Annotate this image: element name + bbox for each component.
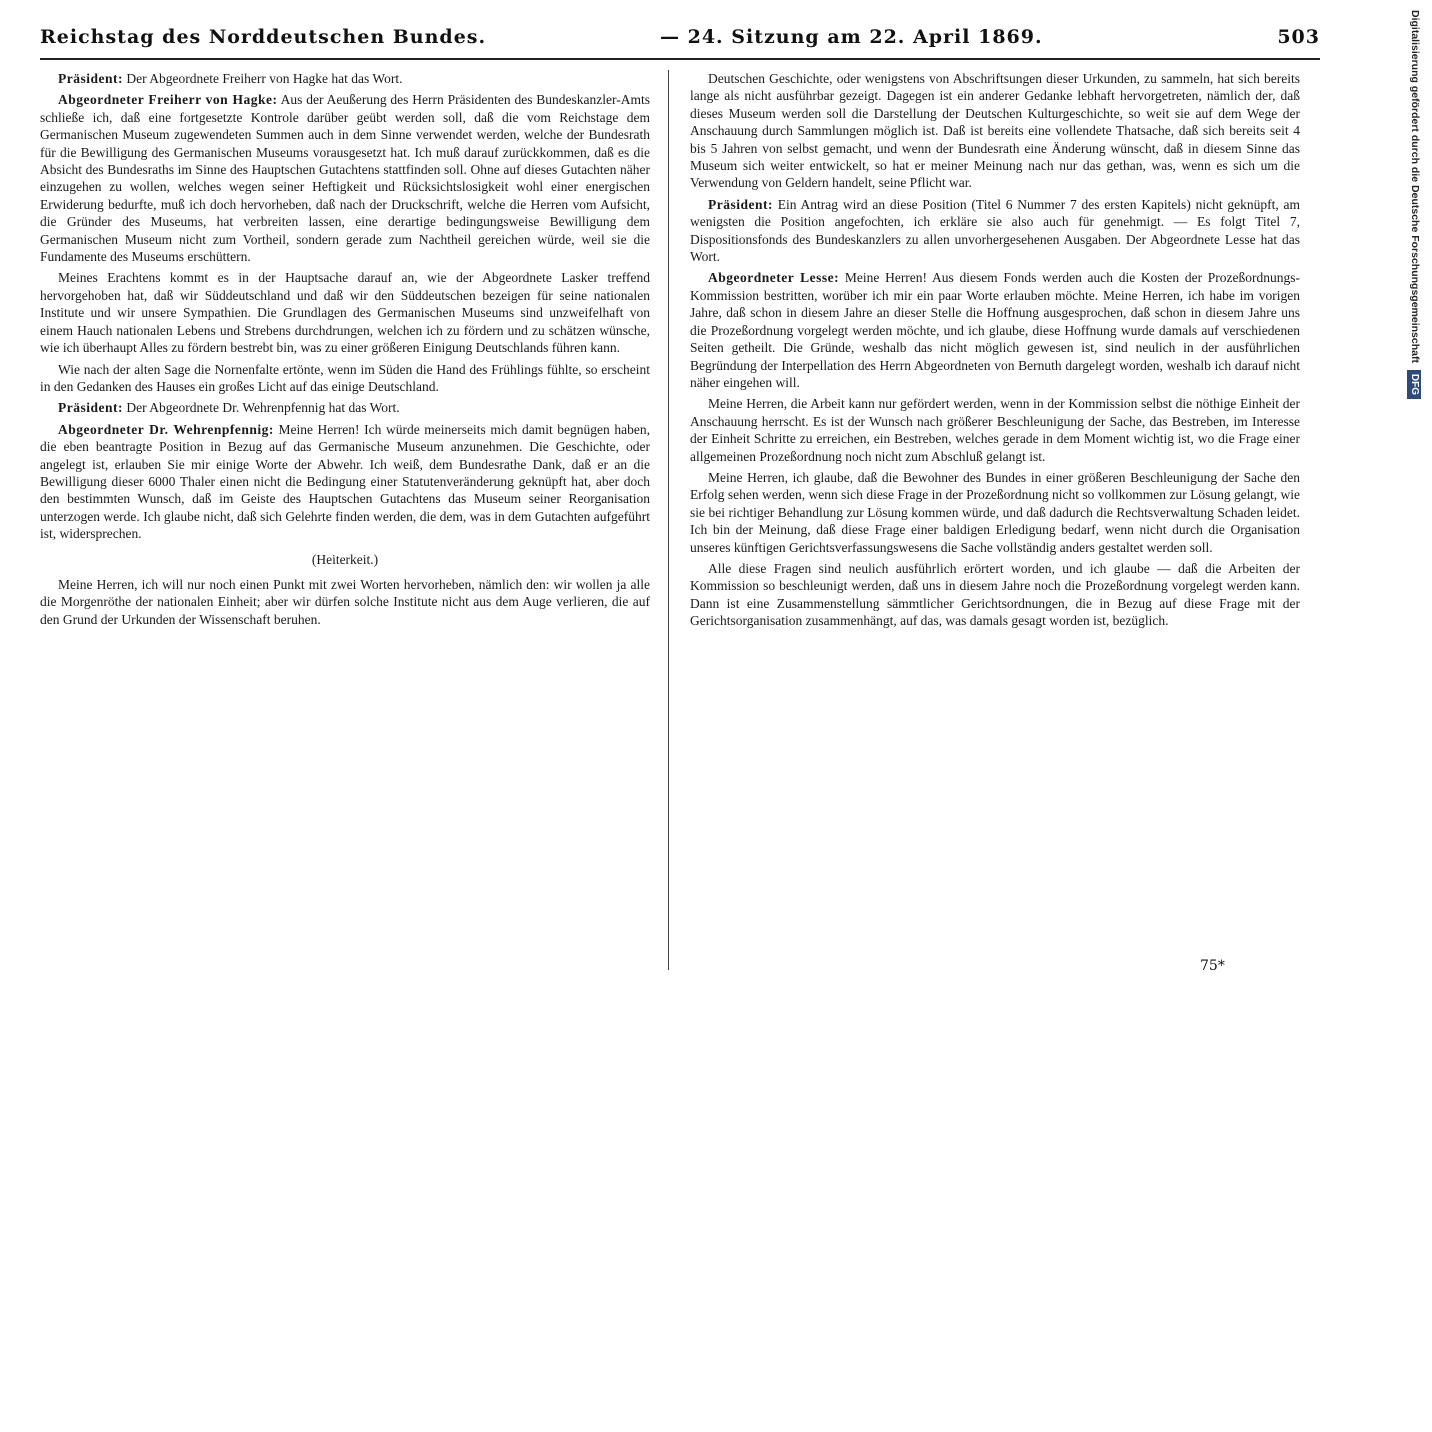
page-number: 503: [1277, 26, 1320, 48]
left-text-column: [40, 70, 650, 970]
dfg-margin-strip: [1404, 10, 1426, 990]
speaker-name: Abgeordneter Dr. Wehrenpfennig:: [58, 421, 274, 437]
dfg-credit: [1404, 10, 1426, 990]
speech-paragraph: [690, 269, 1300, 391]
text-paragraph: Alle diese Fragen sind neulich ausführlich erörtert worden, und ich glaube — daß die Arbeiten der Kommission so beschleunigt werden, daß uns in diesem Jahre noch die Prozeßordnung vorgelegt werden kann. Dann ist eine Zusammenstellung sämmtlicher Gerichtsordnungen, die in Bezug auf diese Frage mit der Gerichtsorganisation zusammenhängt, auf das, was damals gesagt worden ist, bezüglich.: [690, 560, 1300, 629]
speech-paragraph: [690, 196, 1300, 266]
footer-signature-mark: 75*: [1200, 958, 1225, 974]
column-separator: [668, 70, 669, 970]
speaker-name: Präsident:: [58, 400, 123, 416]
speaker-name: Abgeordneter Freiherr von Hagke:: [58, 92, 278, 108]
stage-direction: (Heiterkeit.): [311, 551, 379, 567]
speech-text: Aus der Aeußerung des Herrn Präsidenten des Bundeskanzler-Amts schließe ich, daß eine fortgesetzte Kontrole darüber geübt werden soll, daß die vom Reichstage dem Germanischen Museum zugewendeten Summen auch in dem Sinne verwendet werden, welche der Bundesrath für die Bewilligung des Germanischen Museums vorausgesetzt hat. Ich muß darauf zurückkommen, daß es die Absicht des Bundesraths im Sinne des Hauptschen Gutachtens stattfinden soll. Ohne auf dieses Gutachten näher einzugehen zu wollen, welches wegen seiner Heftigkeit und Rücksichtslosigkeit wohl einer energischen Erwiderung bedurfte, muß ich doch hervorheben, daß nach der Druckschrift, welche die Herren vom Aufsicht, die Gründer des Museums, hat verbreiten lassen, eine derartige bedingungsweise Bewilligung dem Germanischen Museum nicht zum Vortheil, sondern gerade zum Nachtheil gereichen würde, weil sie die Fundamente des Museums erschüttern.: [40, 92, 650, 265]
speech-paragraph: [40, 399, 650, 416]
speech-text: Der Abgeordnete Freiherr von Hagke hat das Wort.: [123, 71, 403, 86]
text-paragraph: Deutschen Geschichte, oder wenigstens von Abschriftsungen dieser Urkunden, zu sammeln, hat sich bereits lange als nicht ausführbar gezeigt. Dagegen ist ein anderer Gedanke lebhaft hervorgetreten, nämlich der, daß dieses Museum werden soll die Darstellung der Deutschen Kulturgeschichte, so weit sie auf dem Wege der Anschauung durch Sammlungen möglich ist. Daß ist bereits eine vollendete Thatsache, daß sich bereits seit 4 bis 5 Jahren von selbst gemacht, und wenn der Bundesrath eine Änderung wünscht, daß in diesem Sinne das Museum sich weiter entwickelt, so hat er meiner Meinung nach nur das gethan, was, wenn es sich um die Verwendung von Geldern handelt, seine Pflicht war.: [690, 71, 1300, 191]
speech-paragraph: [40, 70, 650, 87]
text-paragraph: Wie nach der alten Sage die Nornenfalte ertönte, wenn im Süden die Hand des Frühlings fühlte, so erscheint in den Gedanken des Hauses ein großes Licht auf das einige Deutschland.: [40, 361, 650, 394]
header-rule: [40, 58, 1320, 60]
speech-text: Meine Herren! Aus diesem Fonds werden auch die Kosten der Prozeßordnungs-Kommission bestritten, worüber ich mir ein paar Worte erlauben möchte. Meine Herren, ich habe im vorigen Jahre, daß schon in diesem Jahre an dieser Stelle die Hoffnung ausgesprochen, daß schon in diesem Jahre uns die Prozeßordnung vorgelegt werden möchte, und ich glaube, diese Hoffnung wurde damals auf verschiedenen Seiten getheilt. Die Gründe, weshalb das nicht möglich gewesen ist, sind neulich in der ausführlichen Begründung der Interpellation des Herrn Abgeordneten von Bernuth dargelegt worden, weshalb ich darauf nicht näher eingehen will.: [690, 270, 1300, 390]
header-session: — 24. Sitzung am 22. April 1869.: [660, 26, 1043, 48]
speech-text: Meine Herren! Ich würde meinerseits mich damit begnügen haben, die eben beantragte Position in Bezug auf das Germanische Museum anzunehmen. Die Geschichte, oder angelegt ist, erlauben Sie mir einige Worte der Abwehr. Ich weiß, dem Bundesrathe Dank, daß er an die Bewilligung dieser 6000 Thaler einen nicht die Bedingung einer Statutenveränderung geknüpft hat, aber doch den bestimmten Wunsch, daß im Geiste des Hauptschen Gutachtens das Museum seiner Reorganisation unterzogen werde. Ich glaube nicht, daß sich Gelehrte finden werden, die dem, was in dem Gutachten aufgeführt ist, widersprechen.: [40, 421, 650, 542]
speech-paragraph: [40, 421, 650, 543]
header-title: Reichstag des Norddeutschen Bundes.: [40, 26, 487, 48]
text-paragraph: Meines Erachtens kommt es in der Hauptsache darauf an, wie der Abgeordnete Lasker treffend hervorgehoben hat, daß wir Süddeutschland und daß wir den Süddeutschen bezeigen für seine nationalen Institute und wir unsere Sympathien. Die Grundlagen des Germanischen Museums sind unzweifelhaft von einem Hauch nationalen Lebens und Strebens durchdrungen, welchen ich zu fördern und zu schätzen wünsche, wie ich überhaupt Alles zu fördern bestrebt bin, was zu einer größeren Einigung Deutschlands führen kann.: [40, 270, 650, 356]
speech-paragraph: [40, 91, 650, 265]
page-header: [40, 20, 1320, 54]
speaker-name: Präsident:: [708, 196, 773, 212]
dfg-credit-text: Digitalisierung gefördert durch die Deutsche Forschungsgemeinschaft: [1409, 10, 1421, 363]
dfg-logo-badge: DFG: [1407, 370, 1421, 399]
text-paragraph: Meine Herren, die Arbeit kann nur gefördert werden, wenn in der Kommission selbst die nöthige Einheit der Anschauung herrscht. Es ist der Wunsch nach größerer Beschleunigung der Sache, das Bestreben, im Interesse der Einheit Schritte zu erreichen, ein Bestreben, welches gerade in dem Moment wichtig ist, wo die Frage einer allgemeinen Prozeßordnung noch nicht zum Abschluß gelangt ist.: [690, 396, 1300, 464]
speech-text: Der Abgeordnete Dr. Wehrenpfennig hat das Wort.: [123, 400, 400, 416]
speaker-name: Abgeordneter Lesse:: [708, 270, 840, 286]
text-paragraph: Meine Herren, ich glaube, daß die Bewohner des Bundes in einer größeren Beschleunigung der Sache den Erfolg sehen werden, wenn sich diese Frage in der Prozeßordnung nicht so vollkommen zur Lösung gelangt, wie sie bei richtiger Behandlung zur Lösung kommen würde, und daß dadurch die Rechtsverwaltung Schaden leidet. Ich bin der Meinung, daß diese Frage einer baldigen Erledigung bedarf, wenn nicht durch die Organisation unseres künftigen Gerichtsverfassungswesens die Sache vollständig anders gestaltet werden soll.: [690, 469, 1300, 555]
text-paragraph: Meine Herren, ich will nur noch einen Punkt mit zwei Worten hervorheben, nämlich den: wir wollen ja alle die Morgenröthe der nationalen Einheit; aber wir dürfen solche Institute nicht aus dem Auge verlieren, die auf den Grund der Urkunden der Wissenschaft beruhen.: [40, 576, 650, 627]
speech-text: Ein Antrag wird an diese Position (Titel 6 Nummer 7 des ersten Kapitels) nicht geknüpft, am wenigsten die Position angefochten, ich erkläre sie also auch für genehmigt. — Es folgt Titel 7, Dispositionsfonds des Bundeskanzlers zu allen unvorhergesehenen Ausgaben. Der Abgeordnete Lesse hat das Wort.: [690, 196, 1300, 265]
speaker-name: Präsident:: [58, 71, 123, 86]
right-text-column: [690, 70, 1300, 970]
